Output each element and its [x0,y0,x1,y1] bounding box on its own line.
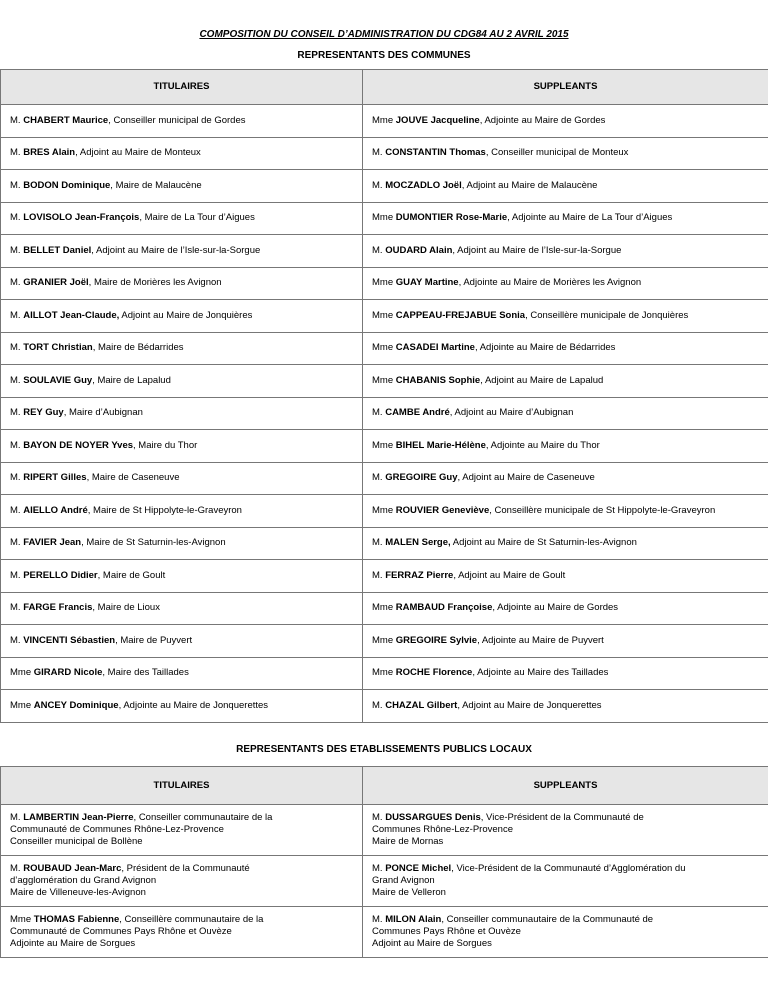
member-name: MOCZADLO Joël [385,179,462,191]
member-text: , Adjoint au Maire de Goult [453,569,566,581]
member-text: M. [372,179,383,191]
table-row [1,202,768,235]
member-name: RAMBAUD Françoise [395,602,493,614]
member-text: , Adjointe au Maire de Gordes [479,114,606,126]
titulaire-cell [1,805,363,856]
member-text: M. [10,342,21,354]
suppleant-cell [363,657,768,690]
member-name: CHABANIS Sophie [395,374,481,386]
member-text: Adjoint au Maire de Jonquières [119,309,253,321]
member-text: , Vice-Président de la Communauté de [480,812,644,823]
member-name: LOVISOLO Jean-François [23,212,140,224]
member-text: , Maire de La Tour d’Aigues [139,212,255,224]
titulaire-cell [1,856,363,907]
titulaire-cell [1,625,363,658]
member-name: JOUVE Jacqueline [395,114,480,126]
member-text: M. [10,569,21,581]
member-text: , Conseiller municipal de Monteux [485,147,629,159]
suppleant-cell [363,462,768,495]
member-text: M. [10,114,21,126]
member-name: GIRARD Nicole [33,667,103,679]
table-row [1,267,768,300]
member-text: M. [10,439,21,451]
member-text: M. [10,277,21,289]
member-text: Mme [372,602,394,614]
member-name: BAYON DE NOYER Yves [23,439,134,451]
member-name: ANCEY Dominique [33,699,119,711]
table-row [1,170,768,203]
member-name: BODON Dominique [23,179,111,191]
titulaire-cell [1,332,363,365]
suppleant-cell [363,495,768,528]
member-text: , Maire de Malaucène [110,179,202,191]
member-name: BELLET Daniel [23,244,92,256]
member-text: , Maire de Puyvert [115,634,193,646]
table-row [1,235,768,268]
table-row [1,462,768,495]
member-text: M. [372,244,383,256]
member-name: RIPERT Gilles [23,472,87,484]
member-text: M. [372,812,383,823]
member-text: Communes Pays Rhône et Ouvèze [372,926,521,937]
member-text: Mme [372,342,394,354]
member-text: , Maire des Taillades [102,667,189,679]
member-text: Grand Avignon [372,875,435,886]
suppleant-cell [363,527,768,560]
member-name: GREGOIRE Guy [385,472,458,484]
member-text: Adjointe au Maire de Sorgues [10,938,136,949]
member-text: , Maire de Lioux [92,602,160,614]
member-name: CHAZAL Gilbert [385,699,458,711]
member-text: , Adjoint au Maire de Jonquerettes [457,699,602,711]
member-text: Mme [372,667,394,679]
member-text: Mme [10,699,32,711]
table-row [1,300,768,333]
suppleant-cell [363,235,768,268]
member-name: GRANIER Joël [23,277,89,289]
suppleant-cell [363,332,768,365]
member-text: , Adjointe au Maire de Jonquerettes [118,699,269,711]
member-text: , Président de la Communauté [121,863,250,874]
member-text: , Conseiller communautaire de la [133,812,273,823]
table-row [1,657,768,690]
table-row [1,907,768,958]
member-text: Mme [372,114,394,126]
member-text: M. [372,569,383,581]
suppleant-cell [363,267,768,300]
table-row [1,856,768,907]
header-titulaires: TITULAIRES [1,767,363,805]
member-name: AILLOT Jean-Claude, [23,309,120,321]
member-text: M. [10,863,21,874]
titulaire-cell [1,907,363,958]
section-title-communes: REPRESENTANTS DES COMMUNES [297,50,471,61]
suppleant-cell [363,202,768,235]
member-text: Communes Rhône-Lez-Provence [372,824,513,835]
member-text: M. [10,504,21,516]
member-name: CAMBE André [385,407,450,419]
member-text: Maire de Mornas [372,836,444,847]
member-text: M. [10,374,21,386]
member-text: Communauté de Communes Pays Rhône et Ouvèze [10,926,232,937]
member-name: GREGOIRE Sylvie [395,634,478,646]
member-text: M. [372,863,383,874]
titulaire-cell [1,430,363,463]
table-row [1,805,768,856]
table-row [1,527,768,560]
member-text: M. [372,407,383,419]
member-text: , Conseillère municipale de Jonquières [525,309,689,321]
member-text: M. [372,472,383,484]
suppleant-cell [363,105,768,138]
titulaire-cell [1,300,363,333]
table-row [1,105,768,138]
titulaire-cell [1,235,363,268]
etablissements-table [0,766,768,958]
table-row [1,430,768,463]
member-text: , Maire du Thor [133,439,198,451]
table-row [1,592,768,625]
suppleant-cell [363,137,768,170]
member-text: , Adjointe au Maire de Gordes [492,602,619,614]
titulaire-cell [1,170,363,203]
member-text: M. [10,812,21,823]
table-row [1,625,768,658]
member-name: FAVIER Jean [23,537,82,549]
suppleant-cell [363,365,768,398]
member-text: Adjoint au Maire de Sorgues [372,938,492,949]
table-row [1,332,768,365]
member-text: M. [10,407,21,419]
member-text: Mme [10,667,32,679]
table-header-row [1,767,768,805]
header-suppleants: SUPPLEANTS [363,70,768,105]
member-text: M. [10,634,21,646]
member-text: , Maire de Lapalud [92,374,171,386]
member-text: Maire de Villeneuve-les-Avignon [10,887,146,898]
communes-table [0,69,768,723]
member-name: MILON Alain [385,914,442,925]
member-text: Mme [372,634,394,646]
titulaire-cell [1,365,363,398]
member-name: CONSTANTIN Thomas [385,147,486,159]
member-text: M. [372,147,383,159]
suppleant-cell [363,690,768,723]
document-title: COMPOSITION DU CONSEIL D’ADMINISTRATION DU CDG84 AU 2 AVRIL 2015 [199,29,569,40]
member-text: , Conseiller communautaire de la Communauté de [441,914,654,925]
titulaire-cell [1,527,363,560]
titulaire-cell [1,202,363,235]
titulaire-cell [1,495,363,528]
member-text: , Adjoint au Maire de l’Isle-sur-la-Sorgue [91,244,261,256]
suppleant-cell [363,856,768,907]
suppleant-cell [363,397,768,430]
titulaire-cell [1,690,363,723]
member-text: , Maire de St Hippolyte-le-Graveyron [87,504,242,516]
member-text: , Adjoint au Maire de Caseneuve [457,472,595,484]
titulaire-cell [1,592,363,625]
suppleant-cell [363,907,768,958]
member-text: M. [372,914,383,925]
member-text: , Adjoint au Maire de Lapalud [480,374,604,386]
member-text: Mme [372,374,394,386]
member-text: , Conseiller municipal de Gordes [108,114,246,126]
member-name: ROCHE Florence [395,667,473,679]
member-text: M. [10,472,21,484]
member-name: LAMBERTIN Jean-Pierre [23,812,134,823]
suppleant-cell [363,300,768,333]
member-text: M. [372,699,383,711]
member-text: M. [10,537,21,549]
member-text: M. [10,212,21,224]
member-text: Mme [372,212,394,224]
member-text: Maire de Velleron [372,887,446,898]
member-name: GUAY Martine [395,277,459,289]
member-name: ROUBAUD Jean-Marc [23,863,122,874]
member-text: , Adjointe au Maire de Bédarrides [474,342,616,354]
member-name: BRES Alain [23,147,76,159]
section-title-etablissements: REPRESENTANTS DES ETABLISSEMENTS PUBLICS LOCAUX [236,744,532,755]
member-text: , Maire de St Saturnin-les-Avignon [81,537,226,549]
member-text: M. [10,179,21,191]
member-text: M. [10,602,21,614]
titulaire-cell [1,267,363,300]
member-text: , Conseillère communautaire de la [119,914,264,925]
member-text: M. [10,244,21,256]
member-name: TORT Christian [23,342,93,354]
member-text: , Maire de Caseneuve [86,472,180,484]
member-text: , Conseillère municipale de St Hippolyte-le-Graveyron [489,504,716,516]
table-header-row [1,70,768,105]
table-row [1,137,768,170]
suppleant-cell [363,170,768,203]
header-titulaires: TITULAIRES [1,70,363,105]
member-text: , Adjoint au Maire d’Aubignan [449,407,574,419]
suppleant-cell [363,592,768,625]
member-name: PERELLO Didier [23,569,98,581]
member-text: Mme [372,277,394,289]
member-name: FERRAZ Pierre [385,569,454,581]
member-text: Mme [372,309,394,321]
member-text: , Adjointe au Maire des Taillades [472,667,609,679]
member-text: , Maire d’Aubignan [63,407,143,419]
member-text: Mme [10,914,32,925]
member-text: , Adjoint au Maire de l’Isle-sur-la-Sorgue [452,244,622,256]
titulaire-cell [1,657,363,690]
table-row [1,495,768,528]
member-name: ROUVIER Geneviève [395,504,490,516]
table-row [1,560,768,593]
member-text: , Adjointe au Maire de Puyvert [477,634,604,646]
member-name: CHABERT Maurice [23,114,109,126]
member-text: , Adjointe au Maire du Thor [485,439,600,451]
member-text: Communauté de Communes Rhône-Lez-Provence [10,824,224,835]
member-name: BIHEL Marie-Hélène [395,439,486,451]
member-text: Adjoint au Maire de St Saturnin-les-Avignon [450,537,637,549]
member-text: M. [372,537,383,549]
suppleant-cell [363,625,768,658]
member-name: MALEN Serge, [385,537,451,549]
member-name: FARGE Francis [23,602,93,614]
table-row [1,690,768,723]
member-name: REY Guy [23,407,64,419]
member-text: M. [10,147,21,159]
member-text: , Vice-Président de la Communauté d’Agglomération du [451,863,686,874]
member-name: AIELLO André [23,504,88,516]
table-row [1,365,768,398]
member-name: CAPPEAU-FREJABUE Sonia [395,309,526,321]
member-text: Conseiller municipal de Bollène [10,836,143,847]
suppleant-cell [363,805,768,856]
member-name: OUDARD Alain [385,244,453,256]
member-text: M. [10,309,21,321]
suppleant-cell [363,560,768,593]
member-name: SOULAVIE Guy [23,374,93,386]
member-name: DUMONTIER Rose-Marie [395,212,508,224]
member-text: , Adjoint au Maire de Monteux [75,147,201,159]
titulaire-cell [1,462,363,495]
member-name: DUSSARGUES Denis [385,812,481,823]
member-text: , Adjoint au Maire de Malaucène [461,179,598,191]
member-text: , Maire de Morières les Avignon [88,277,222,289]
suppleant-cell [363,430,768,463]
member-text: Mme [372,439,394,451]
member-text: , Maire de Goult [97,569,166,581]
titulaire-cell [1,137,363,170]
titulaire-cell [1,397,363,430]
member-text: , Adjointe au Maire de La Tour d’Aigues [507,212,673,224]
titulaire-cell [1,560,363,593]
member-name: CASADEI Martine [395,342,475,354]
member-name: THOMAS Fabienne [33,914,120,925]
header-suppleants: SUPPLEANTS [363,767,768,805]
member-name: VINCENTI Sébastien [23,634,116,646]
member-text: d’agglomération du Grand Avignon [10,875,157,886]
member-text: , Maire de Bédarrides [92,342,184,354]
titulaire-cell [1,105,363,138]
member-text: Mme [372,504,394,516]
table-row [1,397,768,430]
member-name: PONCE Michel [385,863,452,874]
member-text: , Adjointe au Maire de Morières les Avignon [458,277,642,289]
